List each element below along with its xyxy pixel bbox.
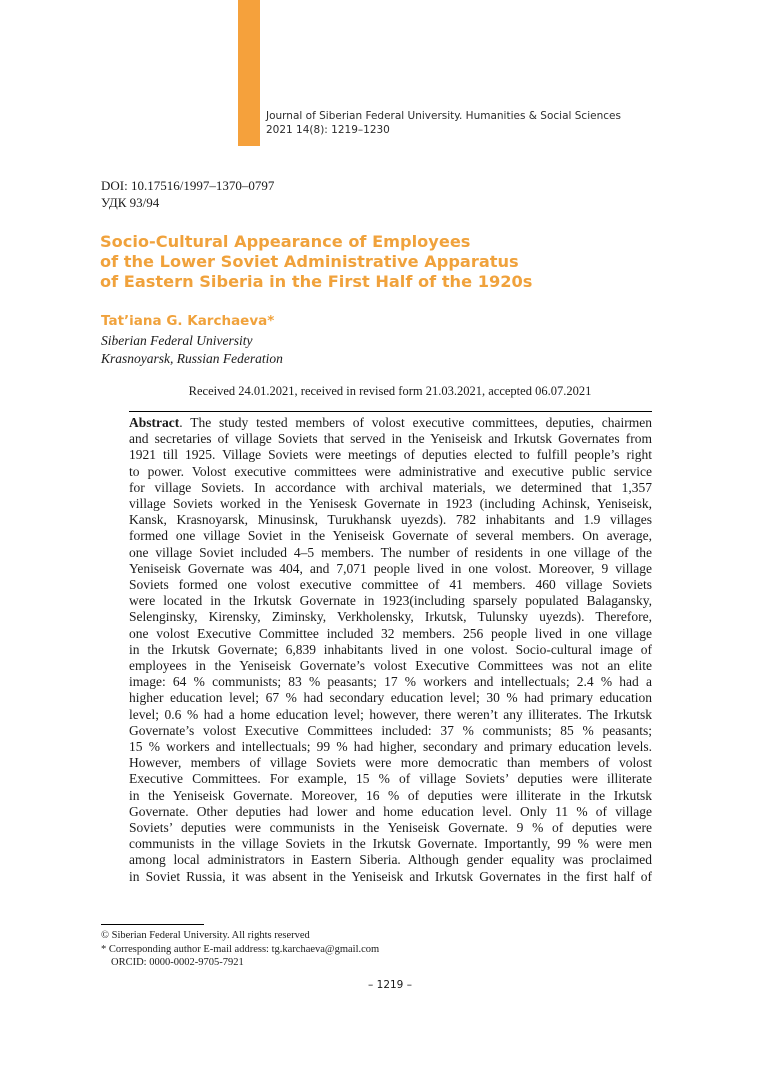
footnote-divider — [101, 924, 204, 925]
affiliation-university: Siberian Federal University — [101, 333, 253, 348]
journal-header — [266, 109, 621, 137]
identifiers — [101, 177, 274, 211]
received-dates: Received 24.01.2021, received in revised form 21.03.2021, accepted 06.07.2021 — [188, 384, 592, 398]
author-name: Tat’iana G. Karchaeva* — [101, 313, 275, 329]
footnote-copyright: © Siberian Federal University. All rights reserved — [101, 930, 310, 941]
abstract-line: 1921 till 1925. Village Soviets were meetings of deputies elected to fulfill people’s right — [129, 447, 652, 463]
abstract-line: Kansk, Krasnoyarsk, Minusinsk, Turukhansk uyezds). 782 inhabitants and 1.9 villages — [129, 512, 652, 528]
abstract-line: Soviets’ deputies were communists in the Yeniseisk Governate. 9 % of deputies were — [129, 820, 652, 836]
abstract-line: However, members of village Soviets were more democratic than members of volost — [129, 755, 652, 771]
abstract-line: 15 % workers and intellectuals; 99 % had higher, secondary and primary education levels. — [129, 739, 652, 755]
udk: УДК 93/94 — [101, 195, 160, 210]
abstract-line: employees in the Yeniseisk Governate’s volost Executive Committees was not an elite — [129, 658, 652, 674]
abstract-line: formed one village Soviet in the Yeniseisk Governate of several members. On average, — [129, 528, 652, 544]
abstract-line: communists in the village Soviets in the Irkutsk Governate. Importantly, 99 % were men — [129, 836, 652, 852]
abstract-line: higher education level; 67 % had secondary education level; 30 % had primary education — [129, 690, 652, 706]
footnote-corresponding-author: * Corresponding author E-mail address: tg.karchaeva@gmail.com — [101, 943, 380, 955]
affiliation-location: Krasnoyarsk, Russian Federation — [101, 351, 283, 366]
abstract-line: Selenginsky, Kirensky, Ziminsky, Verkholensky, Irkutsk, Tulunsky uyezds). Therefore, — [129, 609, 652, 625]
abstract-divider — [129, 411, 652, 412]
abstract-line: Yeniseisk Governate was 404, and 7,071 people lived in one volost. Moreover, 9 village — [129, 560, 652, 576]
journal-issue: 2021 14(8): 1219–1230 — [266, 124, 390, 136]
author-affiliation — [101, 332, 283, 368]
abstract — [129, 415, 652, 885]
abstract-line: for village Soviets. In accordance with archival materials, we determined that 1,357 — [129, 479, 652, 495]
abstract-first-line: . The study tested members of volost executive committees, deputies, chairmen — [179, 415, 652, 430]
abstract-line: and secretaries of village Soviets that served in the Yeniseisk and Irkutsk Governates from — [129, 431, 652, 447]
abstract-line: Soviets formed one volost executive committee of 41 members. 460 village Soviets — [129, 577, 652, 593]
title-line: of the Lower Soviet Administrative Apparatus — [100, 252, 519, 271]
abstract-line: Governate. Other deputies had lower and home education level. Only 11 % of village — [129, 803, 652, 819]
abstract-line: to power. Volost executive committees were administrative and executive public service — [129, 463, 652, 479]
title-line: of Eastern Siberia in the First Half of the 1920s — [100, 272, 533, 291]
doi: DOI: 10.17516/1997–1370–0797 — [101, 178, 275, 193]
abstract-label: Abstract — [129, 415, 180, 430]
abstract-line: in Soviet Russia, it was absent in the Yeniseisk and Irkutsk Governates in the first half of — [129, 868, 652, 884]
abstract-line: in the Yeniseisk Governate. Moreover, 16 % of deputies were illiterate in the Irkutsk — [129, 787, 652, 803]
title-line: Socio-Cultural Appearance of Employees — [100, 232, 471, 251]
abstract-line: were located in the Irkutsk Governate in 1923(including sparsely populated Balagansky, — [129, 593, 652, 609]
abstract-line: in the Irkutsk Governate; 6,839 inhabitants lived in one volost. Socio-cultural image of — [129, 641, 652, 657]
journal-accent-bar — [238, 0, 260, 146]
article-title — [100, 232, 532, 292]
abstract-line — [129, 415, 652, 431]
abstract-line: Governate’s volost Executive Committees included: 37 % communists; 85 % peasants; — [129, 722, 652, 738]
footnote-orcid: ORCID: 0000-0002-9705-7921 — [111, 957, 244, 968]
abstract-line: one village Soviet included 4–5 members. The number of residents in one village of the — [129, 544, 652, 560]
abstract-line: image: 64 % communists; 83 % peasants; 17 % workers and intellectuals; 2.4 % had a — [129, 674, 652, 690]
abstract-line: village Soviets worked in the Yenisesk Governate in 1923 (including Achinsk, Yeniseisk, — [129, 496, 652, 512]
page-number: – 1219 – — [368, 979, 412, 991]
abstract-line: one volost Executive Committee included 32 members. 256 people lived in one village — [129, 625, 652, 641]
abstract-line: among local administrators in Eastern Siberia. Although gender equality was proclaimed — [129, 852, 652, 868]
footnotes — [101, 929, 379, 970]
journal-name: Journal of Siberian Federal University. Humanities & Social Sciences — [266, 110, 621, 122]
abstract-line: Executive Committees. For example, 15 % of village Soviets’ deputies were illiterate — [129, 771, 652, 787]
abstract-line: level; 0.6 % had a home education level; however, there weren’t any illiterates. The Irkutsk — [129, 706, 652, 722]
